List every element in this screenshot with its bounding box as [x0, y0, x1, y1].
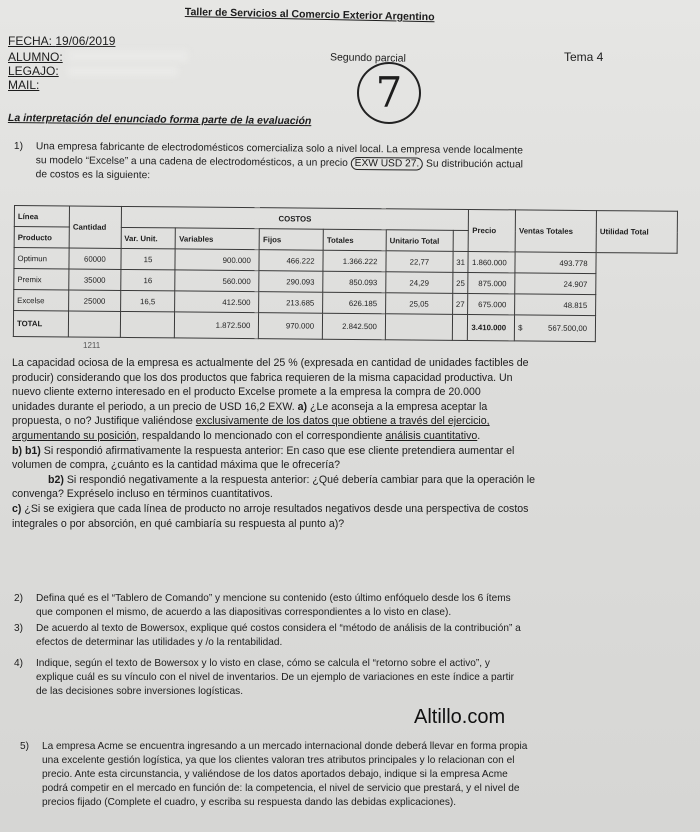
col-cantidad: Cantidad [69, 206, 121, 248]
question-line: que componen el mismo, de acuerdo a las diapositivas correspondientes a lo visto en clase). [36, 607, 452, 618]
cost-table [13, 205, 678, 343]
cell-totales: 850.093 [323, 271, 386, 293]
col-variables: Variables [176, 228, 260, 250]
cell-totales: 626.185 [323, 292, 386, 314]
cell-producto: Optimun [14, 248, 69, 269]
price-highlight: EXW USD 27. [351, 157, 424, 171]
cell-variables: 560.000 [175, 270, 259, 292]
question-line: una excelente gestión logística, ya que los clientes valoran tres atributos principales y lo relacionan con el [42, 755, 515, 766]
legajo-label: LEGAJO: [8, 64, 59, 78]
cell-unitario: 25,05 [386, 293, 453, 315]
c-line [12, 502, 677, 517]
col-utilidad: Utilidad Total [596, 211, 677, 254]
p1-line-g [12, 429, 677, 444]
cell-ventas: 675.000 [468, 293, 515, 314]
b1-line-2: volumen de compra, ¿cuánto es la cantidad máxima que le ofrecería? [12, 459, 340, 472]
cell-utilidad: 493.778 [515, 252, 596, 274]
b2-text: Si respondió negativamente a la respuesta anterior: ¿Qué debería cambiar para que la operación le [66, 473, 536, 486]
cell-precio: 27 [452, 293, 468, 314]
question-line: La empresa Acme se encuentra ingresando a un mercado internacional donde deberá llevar en forma propia [42, 741, 528, 752]
col-linea: Línea [14, 206, 69, 227]
col-unitario: Unitario Total [386, 230, 453, 252]
redacted-name [68, 50, 188, 62]
p1-line-f-text: propuesta, o no? Justifique valiéndose [12, 415, 193, 428]
sub-a-question: ¿Le aconseja a la empresa aceptar la [310, 400, 488, 413]
b1-text: Si respondió afirmativamente la respuesta anterior: En caso que ese cliente pretendiera aumentar el [43, 444, 515, 457]
alumno-label: ALUMNO: [8, 50, 63, 64]
q1-line-b-text: su modelo “Excelse” a una cadena de electrodomésticos, a un precio [35, 154, 348, 169]
p1-line-f-underlined: exclusivamente de los datos que obtiene a través del ejercicio, [195, 415, 490, 428]
cell-total-totales: 2.842.500 [322, 313, 385, 340]
cell-totales: 1.366.222 [323, 250, 386, 272]
cell-fijos: 466.222 [259, 250, 323, 272]
cell-total-label: TOTAL [13, 311, 68, 337]
p1-line-d [12, 400, 677, 415]
cell-empty [452, 314, 468, 340]
question-4 [14, 657, 679, 699]
cell-total-fijos: 970.000 [259, 313, 323, 340]
q1-line-a: Una empresa fabricante de electrodomésticos comercializa solo a nivel local. La empresa vende localmente [35, 141, 523, 157]
question-line: explique cuál es su vínculo con el nivel de inventarios. De un ejemplo de variaciones en este índice a partir [36, 672, 515, 683]
fecha-label: FECHA: [8, 34, 53, 48]
instruction: La interpretación del enunciado forma parte de la evaluación [7, 112, 312, 128]
question-number: 3) [14, 623, 23, 634]
p1-line-f [12, 414, 677, 429]
c-line-2: integrales o por absorción, en qué cambiaría su respuesta al punto a)? [12, 517, 345, 530]
pencil-scribble: 1211 [83, 341, 101, 350]
question-number: 2) [14, 593, 23, 604]
q1-line-d: de costos es la siguiente: [35, 168, 151, 181]
grade-mark: 7 [357, 62, 421, 124]
question-3 [14, 622, 679, 650]
question-line: De acuerdo al texto de Bowersox, explique qué costos considera el “método de análisis de la contribución” a [36, 623, 521, 634]
p1-line-c: nuevo cliente externo interesado en el producto Excelse promete a la empresa la compra de 20.000 [12, 386, 481, 399]
b2-label: b2) [48, 473, 64, 486]
exam-label: Segundo parcial [329, 51, 406, 65]
redacted-legajo [68, 66, 178, 77]
cell-precio: 31 [453, 251, 469, 272]
question-5 [20, 740, 685, 810]
question-number: 5) [20, 741, 29, 752]
cell-unitario: 24,29 [386, 272, 453, 294]
cell-fijos: 290.093 [259, 271, 323, 293]
b2-line [12, 473, 677, 488]
p1-line-a: La capacidad ociosa de la empresa es actualmente del 25 % (expresada en cantidad de unidades factibles de [12, 357, 529, 369]
col-producto: Producto [14, 227, 69, 248]
cell-utilidad: 24.907 [515, 273, 596, 295]
cell-variables: 412.500 [175, 291, 259, 313]
c-label: c) [12, 502, 22, 515]
b1-line [12, 444, 677, 459]
question-line: precios fijado (Complete el cuadro, y escriba su respuesta dando las debidas explicaciones). [42, 797, 457, 808]
col-var-unit: Var. Unit. [121, 227, 176, 248]
cell-total-utilidad [515, 315, 596, 342]
cell-precio: 25 [453, 272, 469, 293]
cell-var-unit: 16,5 [120, 290, 175, 311]
sub-a-label: a) [297, 400, 308, 413]
p1-line-g-underlined: argumentando su posición [12, 429, 137, 442]
p1-line-b: producir) considerando que los dos productos que fabrica requieren de la misma capacidad productiva. Un [12, 371, 513, 384]
cell-ventas: 1.860.000 [468, 251, 515, 272]
cell-cantidad: 35000 [69, 269, 121, 290]
cell-total-ventas: 3.410.000 [468, 314, 515, 340]
col-costos: COSTOS [121, 206, 469, 230]
q1-line-c: Su distribución actual [426, 158, 523, 171]
cell-fijos: 213.685 [259, 292, 323, 314]
b2-line-2: convenga? Expréselo incluso en términos cuantitativos. [12, 488, 273, 501]
col-precio: Precio [469, 209, 516, 251]
p1-line-d-text: unidades durante el periodo, a un precio de USD 16,2 EXW. [12, 400, 295, 413]
currency-symbol: $ [518, 323, 523, 333]
fecha-value: 19/06/2019 [55, 34, 116, 48]
tema-label: Tema 4 [564, 50, 604, 64]
mail-label: MAIL: [8, 78, 40, 92]
table-total-row [13, 311, 676, 343]
question-number: 4) [14, 658, 23, 669]
cell-var-unit: 15 [121, 248, 176, 269]
b1-label: b) b1) [12, 444, 41, 457]
col-ventas: Ventas Totales [515, 210, 596, 253]
cell-utilidad: 48.815 [515, 294, 596, 316]
cell-empty [385, 314, 452, 341]
question-line: Indique, según el texto de Bowersox y lo visto en clase, cómo se calcula el “retorno sobre el activo”, y [36, 658, 490, 669]
cell-empty [68, 311, 120, 337]
col-totales: Totales [323, 229, 386, 251]
question-line: Defina qué es el “Tablero de Comando” y mencione su contenido (esto último enfóquelo desde los 6 ítems [36, 593, 511, 604]
c-text: ¿Si se exigiera que cada línea de producto no arroje resultados negativos desde una perspectiva de costos [24, 502, 529, 515]
p1-line-g-text: , respaldando lo mencionado con el correspondiente [136, 429, 383, 442]
cell-variables: 900.000 [175, 249, 259, 271]
question-number: 1) [13, 140, 24, 153]
question-line: efectos de determinar las utilidades y /o la rentabilidad. [36, 637, 283, 648]
question-2 [14, 592, 679, 620]
cell-empty [120, 311, 175, 337]
cell-producto: Excelse [14, 290, 69, 311]
total-utilidad-value: 567.500,00 [547, 323, 588, 334]
p1-line-g-end: . [477, 429, 481, 442]
question-1-body [12, 356, 677, 531]
question-line: precio. Ante esta circunstancia, y valiéndose de los datos aportados debajo, indique si la empresa Acme [42, 769, 508, 780]
col-fijos: Fijos [259, 229, 323, 251]
p1-line-g-underlined-2: análisis cuantitativo [385, 429, 478, 442]
question-line: podrá competir en el mercado en función de: la competencia, el nivel de servicio que prestará, y el nivel de [42, 783, 520, 794]
document-title: Taller de Servicios al Comercio Exterior Argentino [184, 6, 435, 24]
question-1-intro [14, 140, 634, 187]
cell-cantidad: 60000 [69, 248, 121, 269]
cell-var-unit: 16 [120, 269, 175, 290]
cell-producto: Premix [14, 269, 69, 290]
cell-ventas: 875.000 [468, 272, 515, 293]
cell-total-variables: 1.872.500 [175, 312, 259, 339]
watermark-brand: Altillo.com [414, 706, 506, 728]
question-line: de las decisiones sobre inversiones logísticas. [36, 686, 244, 697]
fecha-field [8, 34, 115, 48]
cell-cantidad: 25000 [69, 290, 121, 311]
cell-unitario: 22,77 [386, 251, 453, 273]
